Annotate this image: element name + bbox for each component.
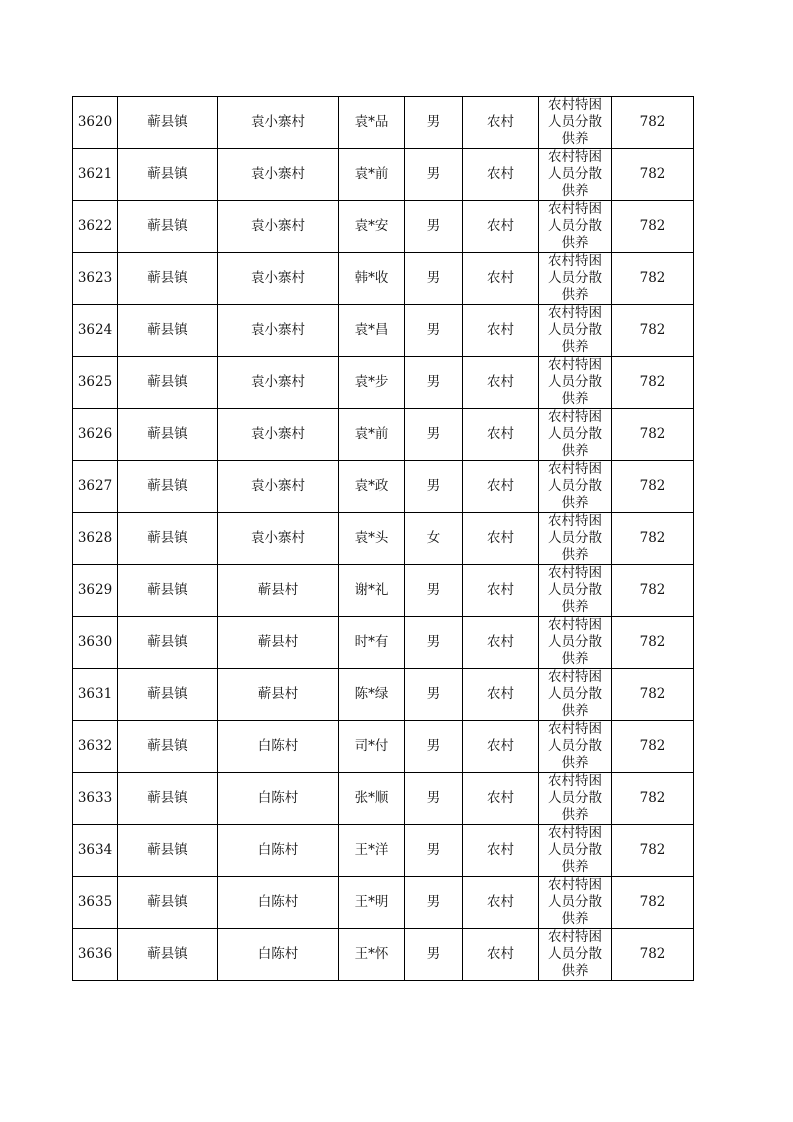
relief-type-line: 供养 — [561, 651, 589, 667]
area-cell: 农村 — [463, 565, 539, 617]
area-cell: 农村 — [463, 877, 539, 929]
town-cell: 蕲县镇 — [118, 97, 218, 149]
area-cell: 农村 — [463, 773, 539, 825]
relief-type-line: 人员分散 — [548, 842, 602, 858]
amount-cell: 782 — [612, 721, 694, 773]
relief-type-line: 人员分散 — [548, 166, 602, 182]
table-row — [73, 305, 694, 357]
area-cell: 农村 — [463, 825, 539, 877]
relief-type-line: 农村特困 — [548, 877, 602, 893]
amount-cell: 782 — [612, 97, 694, 149]
village-cell: 白陈村 — [218, 825, 339, 877]
row-number-cell: 3629 — [73, 565, 118, 617]
area-cell: 农村 — [463, 357, 539, 409]
gender-cell: 男 — [405, 461, 463, 513]
relief-type-cell — [539, 253, 612, 305]
relief-type-line: 人员分散 — [548, 322, 602, 338]
amount-cell: 782 — [612, 617, 694, 669]
relief-type-cell — [539, 721, 612, 773]
town-cell: 蕲县镇 — [118, 721, 218, 773]
row-number-cell: 3630 — [73, 617, 118, 669]
area-cell: 农村 — [463, 617, 539, 669]
table-row — [73, 409, 694, 461]
town-cell: 蕲县镇 — [118, 617, 218, 669]
village-cell: 袁小寨村 — [218, 149, 339, 201]
table-row — [73, 513, 694, 565]
village-cell: 袁小寨村 — [218, 201, 339, 253]
gender-cell: 男 — [405, 253, 463, 305]
relief-type-cell — [539, 97, 612, 149]
relief-type-cell — [539, 825, 612, 877]
relief-type-cell — [539, 149, 612, 201]
village-cell: 蕲县村 — [218, 565, 339, 617]
relief-type-line: 农村特困 — [548, 357, 602, 373]
name-cell: 袁*前 — [339, 409, 405, 461]
row-number-cell: 3621 — [73, 149, 118, 201]
name-cell: 陈*绿 — [339, 669, 405, 721]
name-cell: 时*有 — [339, 617, 405, 669]
table-row — [73, 201, 694, 253]
town-cell: 蕲县镇 — [118, 201, 218, 253]
table-row — [73, 825, 694, 877]
amount-cell: 782 — [612, 409, 694, 461]
relief-type-line: 供养 — [561, 703, 589, 719]
relief-type-line: 农村特困 — [548, 513, 602, 529]
gender-cell: 男 — [405, 409, 463, 461]
gender-cell: 男 — [405, 149, 463, 201]
town-cell: 蕲县镇 — [118, 461, 218, 513]
village-cell: 袁小寨村 — [218, 513, 339, 565]
gender-cell: 男 — [405, 357, 463, 409]
name-cell: 王*洋 — [339, 825, 405, 877]
relief-type-cell — [539, 201, 612, 253]
name-cell: 袁*政 — [339, 461, 405, 513]
relief-type-line: 供养 — [561, 235, 589, 251]
town-cell: 蕲县镇 — [118, 513, 218, 565]
amount-cell: 782 — [612, 825, 694, 877]
gender-cell: 男 — [405, 97, 463, 149]
town-cell: 蕲县镇 — [118, 149, 218, 201]
name-cell: 司*付 — [339, 721, 405, 773]
row-number-cell: 3633 — [73, 773, 118, 825]
town-cell: 蕲县镇 — [118, 253, 218, 305]
row-number-cell: 3626 — [73, 409, 118, 461]
relief-type-line: 供养 — [561, 599, 589, 615]
amount-cell: 782 — [612, 253, 694, 305]
village-cell: 蕲县村 — [218, 669, 339, 721]
relief-type-cell — [539, 409, 612, 461]
relief-type-line: 供养 — [561, 911, 589, 927]
relief-type-line: 供养 — [561, 391, 589, 407]
area-cell: 农村 — [463, 669, 539, 721]
village-cell: 白陈村 — [218, 721, 339, 773]
town-cell: 蕲县镇 — [118, 565, 218, 617]
gender-cell: 男 — [405, 877, 463, 929]
row-number-cell: 3627 — [73, 461, 118, 513]
amount-cell: 782 — [612, 565, 694, 617]
name-cell: 韩*收 — [339, 253, 405, 305]
relief-type-line: 人员分散 — [548, 686, 602, 702]
table-row — [73, 565, 694, 617]
town-cell: 蕲县镇 — [118, 929, 218, 981]
amount-cell: 782 — [612, 201, 694, 253]
table-row — [73, 461, 694, 513]
amount-cell: 782 — [612, 669, 694, 721]
relief-type-line: 农村特困 — [548, 305, 602, 321]
row-number-cell: 3628 — [73, 513, 118, 565]
row-number-cell: 3625 — [73, 357, 118, 409]
village-cell: 袁小寨村 — [218, 253, 339, 305]
amount-cell: 782 — [612, 461, 694, 513]
relief-type-cell — [539, 565, 612, 617]
town-cell: 蕲县镇 — [118, 773, 218, 825]
row-number-cell: 3623 — [73, 253, 118, 305]
relief-type-line: 供养 — [561, 547, 589, 563]
relief-type-line: 供养 — [561, 131, 589, 147]
area-cell: 农村 — [463, 513, 539, 565]
relief-type-line: 人员分散 — [548, 582, 602, 598]
table-row — [73, 149, 694, 201]
row-number-cell: 3634 — [73, 825, 118, 877]
relief-type-line: 人员分散 — [548, 894, 602, 910]
relief-roster-table — [72, 96, 694, 981]
relief-type-line: 农村特困 — [548, 669, 602, 685]
village-cell: 白陈村 — [218, 773, 339, 825]
relief-type-line: 供养 — [561, 859, 589, 875]
row-number-cell: 3635 — [73, 877, 118, 929]
area-cell: 农村 — [463, 253, 539, 305]
relief-type-cell — [539, 357, 612, 409]
relief-type-cell — [539, 929, 612, 981]
gender-cell: 男 — [405, 929, 463, 981]
name-cell: 谢*礼 — [339, 565, 405, 617]
name-cell: 袁*安 — [339, 201, 405, 253]
table-row — [73, 669, 694, 721]
row-number-cell: 3631 — [73, 669, 118, 721]
relief-type-cell — [539, 669, 612, 721]
gender-cell: 男 — [405, 565, 463, 617]
relief-type-line: 供养 — [561, 443, 589, 459]
relief-type-line: 供养 — [561, 755, 589, 771]
gender-cell: 男 — [405, 305, 463, 357]
amount-cell: 782 — [612, 305, 694, 357]
gender-cell: 男 — [405, 669, 463, 721]
relief-type-line: 人员分散 — [548, 218, 602, 234]
area-cell: 农村 — [463, 929, 539, 981]
relief-type-line: 供养 — [561, 339, 589, 355]
relief-type-line: 农村特困 — [548, 773, 602, 789]
relief-type-line: 农村特困 — [548, 149, 602, 165]
table-row — [73, 773, 694, 825]
town-cell: 蕲县镇 — [118, 357, 218, 409]
relief-type-cell — [539, 305, 612, 357]
name-cell: 王*明 — [339, 877, 405, 929]
row-number-cell: 3624 — [73, 305, 118, 357]
area-cell: 农村 — [463, 461, 539, 513]
relief-type-line: 农村特困 — [548, 201, 602, 217]
area-cell: 农村 — [463, 97, 539, 149]
relief-type-cell — [539, 773, 612, 825]
relief-type-line: 农村特困 — [548, 409, 602, 425]
gender-cell: 男 — [405, 201, 463, 253]
village-cell: 袁小寨村 — [218, 461, 339, 513]
relief-type-line: 农村特困 — [548, 253, 602, 269]
amount-cell: 782 — [612, 773, 694, 825]
relief-type-cell — [539, 513, 612, 565]
amount-cell: 782 — [612, 513, 694, 565]
relief-type-cell — [539, 461, 612, 513]
name-cell: 袁*前 — [339, 149, 405, 201]
name-cell: 袁*步 — [339, 357, 405, 409]
relief-type-line: 人员分散 — [548, 738, 602, 754]
relief-type-line: 人员分散 — [548, 790, 602, 806]
village-cell: 袁小寨村 — [218, 305, 339, 357]
amount-cell: 782 — [612, 877, 694, 929]
amount-cell: 782 — [612, 357, 694, 409]
relief-type-cell — [539, 617, 612, 669]
gender-cell: 男 — [405, 773, 463, 825]
town-cell: 蕲县镇 — [118, 305, 218, 357]
table-body — [73, 97, 694, 981]
town-cell: 蕲县镇 — [118, 825, 218, 877]
relief-type-line: 农村特困 — [548, 97, 602, 113]
relief-type-line: 农村特困 — [548, 617, 602, 633]
relief-type-line: 人员分散 — [548, 426, 602, 442]
village-cell: 蕲县村 — [218, 617, 339, 669]
town-cell: 蕲县镇 — [118, 669, 218, 721]
table-row — [73, 721, 694, 773]
village-cell: 袁小寨村 — [218, 97, 339, 149]
relief-type-line: 人员分散 — [548, 530, 602, 546]
row-number-cell: 3622 — [73, 201, 118, 253]
relief-type-line: 供养 — [561, 495, 589, 511]
name-cell: 袁*昌 — [339, 305, 405, 357]
relief-type-line: 人员分散 — [548, 946, 602, 962]
relief-type-line: 人员分散 — [548, 374, 602, 390]
area-cell: 农村 — [463, 721, 539, 773]
relief-type-cell — [539, 877, 612, 929]
town-cell: 蕲县镇 — [118, 409, 218, 461]
name-cell: 张*顺 — [339, 773, 405, 825]
relief-type-line: 农村特困 — [548, 721, 602, 737]
area-cell: 农村 — [463, 201, 539, 253]
town-cell: 蕲县镇 — [118, 877, 218, 929]
name-cell: 袁*品 — [339, 97, 405, 149]
relief-type-line: 人员分散 — [548, 270, 602, 286]
amount-cell: 782 — [612, 149, 694, 201]
area-cell: 农村 — [463, 149, 539, 201]
name-cell: 袁*头 — [339, 513, 405, 565]
village-cell: 袁小寨村 — [218, 409, 339, 461]
relief-type-line: 人员分散 — [548, 114, 602, 130]
table-row — [73, 617, 694, 669]
table-row — [73, 929, 694, 981]
name-cell: 王*怀 — [339, 929, 405, 981]
area-cell: 农村 — [463, 409, 539, 461]
relief-type-line: 供养 — [561, 963, 589, 979]
village-cell: 白陈村 — [218, 877, 339, 929]
row-number-cell: 3620 — [73, 97, 118, 149]
relief-type-line: 供养 — [561, 287, 589, 303]
table-row — [73, 357, 694, 409]
gender-cell: 女 — [405, 513, 463, 565]
relief-type-line: 人员分散 — [548, 634, 602, 650]
relief-type-line: 农村特困 — [548, 565, 602, 581]
gender-cell: 男 — [405, 825, 463, 877]
relief-type-line: 人员分散 — [548, 478, 602, 494]
relief-type-line: 农村特困 — [548, 929, 602, 945]
relief-type-line: 农村特困 — [548, 461, 602, 477]
relief-type-line: 供养 — [561, 807, 589, 823]
village-cell: 白陈村 — [218, 929, 339, 981]
row-number-cell: 3636 — [73, 929, 118, 981]
table-row — [73, 253, 694, 305]
area-cell: 农村 — [463, 305, 539, 357]
amount-cell: 782 — [612, 929, 694, 981]
table-row — [73, 97, 694, 149]
gender-cell: 男 — [405, 721, 463, 773]
relief-type-line: 农村特困 — [548, 825, 602, 841]
gender-cell: 男 — [405, 617, 463, 669]
relief-type-line: 供养 — [561, 183, 589, 199]
village-cell: 袁小寨村 — [218, 357, 339, 409]
row-number-cell: 3632 — [73, 721, 118, 773]
table-row — [73, 877, 694, 929]
